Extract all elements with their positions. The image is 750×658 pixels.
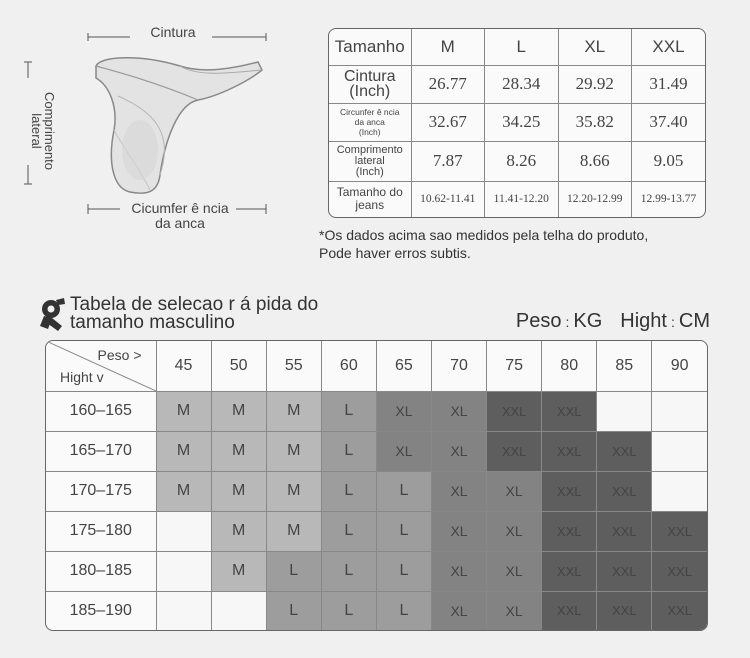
size-cell-empty	[211, 591, 266, 630]
size-cell-xl: XL	[431, 511, 486, 551]
size-cell-m: M	[211, 551, 266, 591]
size-cell-l: L	[376, 471, 431, 511]
row-label-line: Circunfer ê ncia	[339, 107, 400, 117]
chart-title-line1: Tabela de selecao r á pida do	[70, 294, 319, 315]
row-label-hip	[329, 103, 411, 141]
size-cell-l: L	[266, 551, 321, 591]
size-cell-xxl: XXL	[597, 591, 652, 630]
size-cell-xl: XL	[376, 431, 431, 471]
height-row	[46, 511, 707, 551]
weight-header-cell: 60	[321, 341, 376, 392]
hip-label-line2: da anca	[155, 215, 205, 231]
row-label-line: Comprimento	[336, 143, 403, 156]
size-cell-xl: XL	[431, 431, 486, 471]
row-label-side-length	[329, 141, 411, 181]
size-cell-xxl: XXL	[597, 551, 652, 591]
chart-title	[70, 296, 370, 332]
size-cell-xxl: XXL	[597, 511, 652, 551]
size-cell-xl: XL	[431, 591, 486, 630]
size-value-cell: 29.92	[558, 65, 632, 103]
row-label-line: (Inch)	[349, 83, 391, 100]
waist-label: Cintura	[150, 24, 196, 40]
height-label-cell: 165–170	[46, 431, 156, 471]
unit-separator: :	[671, 314, 675, 330]
size-cell-xxl: XXL	[487, 431, 542, 471]
units-legend	[470, 310, 710, 333]
size-value-cell: 8.66	[558, 141, 632, 181]
size-cell-xl: XL	[376, 392, 431, 432]
size-cell-l: L	[321, 591, 376, 630]
size-header-cell: M	[411, 29, 485, 65]
size-value-cell: 37.40	[632, 103, 706, 141]
size-cell-empty	[652, 431, 707, 471]
weight-header-cell: 45	[156, 341, 211, 392]
size-table-header	[329, 29, 705, 65]
weight-header-cell: 85	[597, 341, 652, 392]
row-label-line: Cintura	[343, 68, 396, 85]
row-label-line: da anca	[354, 117, 385, 127]
size-cell-xl: XL	[431, 392, 486, 432]
size-measurement-table	[328, 28, 706, 218]
size-cell-empty	[652, 471, 707, 511]
size-cell-xl: XL	[487, 551, 542, 591]
height-label-cell: 175–180	[46, 511, 156, 551]
size-value-cell: 32.67	[411, 103, 485, 141]
size-cell-empty	[156, 551, 211, 591]
row-label-line: lateral	[354, 154, 385, 167]
size-cell-l: L	[376, 551, 431, 591]
weight-header-cell: 75	[487, 341, 542, 392]
size-cell-xxl: XXL	[597, 471, 652, 511]
size-value-cell: 26.77	[411, 65, 485, 103]
size-cell-l: L	[321, 551, 376, 591]
weight-header-cell: 50	[211, 341, 266, 392]
size-cell-empty	[156, 591, 211, 630]
product-illustration	[0, 0, 300, 240]
size-table-row	[329, 103, 705, 141]
weight-header-row	[46, 341, 707, 392]
height-row	[46, 392, 707, 432]
size-cell-xl: XL	[487, 511, 542, 551]
size-cell-xxl: XXL	[542, 511, 597, 551]
size-cell-m: M	[211, 471, 266, 511]
weight-header-cell: 90	[652, 341, 707, 392]
weight-unit-label: Peso	[515, 310, 562, 332]
chart-title-line2: tamanho masculino	[70, 312, 235, 333]
size-value-cell: 10.62-11.41	[411, 181, 485, 217]
size-value-cell: 7.87	[411, 141, 485, 181]
size-cell-l: L	[266, 591, 321, 630]
height-label-cell: 185–190	[46, 591, 156, 630]
size-cell-m: M	[156, 431, 211, 471]
note-line2: Pode haver erros subtis.	[319, 245, 471, 261]
size-cell-m: M	[211, 511, 266, 551]
size-value-cell: 9.05	[632, 141, 706, 181]
hip-label-line1: Cicumfer ê ncia	[131, 200, 229, 216]
size-cell-xl: XL	[487, 471, 542, 511]
size-cell-xxl: XXL	[597, 431, 652, 471]
height-row	[46, 551, 707, 591]
size-cell-m: M	[266, 511, 321, 551]
height-unit-label: Hight	[620, 310, 667, 332]
size-cell-xxl: XXL	[542, 471, 597, 511]
hip-label	[115, 201, 245, 231]
row-label-line: jeans	[355, 198, 385, 213]
row-label-line: (Inch)	[355, 165, 384, 178]
row-label-waist	[329, 65, 411, 103]
size-cell-m: M	[266, 392, 321, 432]
size-value-cell: 35.82	[558, 103, 632, 141]
height-label-cell: 170–175	[46, 471, 156, 511]
weight-unit: KG	[573, 310, 603, 332]
size-cell-m: M	[266, 431, 321, 471]
note-line1: *Os dados acima sao medidos pela telha do produto,	[319, 227, 649, 243]
size-cell-empty	[156, 511, 211, 551]
size-cell-l: L	[321, 431, 376, 471]
unit-separator: :	[565, 314, 570, 330]
size-cell-empty	[652, 392, 707, 432]
size-table-row	[329, 181, 705, 217]
measurement-note	[319, 226, 739, 262]
size-header-cell: XL	[558, 29, 632, 65]
size-cell-xxl: XXL	[652, 511, 707, 551]
grid-corner-cell	[46, 341, 156, 392]
size-cell-xxl: XXL	[652, 551, 707, 591]
height-row	[46, 471, 707, 511]
size-cell-l: L	[321, 511, 376, 551]
size-cell-m: M	[211, 431, 266, 471]
size-cell-xxl: XXL	[652, 591, 707, 630]
height-row	[46, 431, 707, 471]
weight-header-cell: 65	[376, 341, 431, 392]
tape-measure-icon	[38, 296, 68, 332]
size-value-cell: 12.20-12.99	[558, 181, 632, 217]
row-label-jeans	[329, 181, 411, 217]
size-value-cell: 28.34	[485, 65, 559, 103]
row-label-line: Tamanho do	[336, 185, 403, 200]
weight-header-cell: 55	[266, 341, 321, 392]
size-value-cell: 12.99-13.77	[632, 181, 706, 217]
side-length-label: Comprimento lateral	[29, 91, 57, 171]
row-label-line: (Inch)	[358, 127, 381, 137]
size-cell-xxl: XXL	[542, 551, 597, 591]
size-cell-l: L	[376, 511, 431, 551]
size-header-cell: L	[485, 29, 559, 65]
size-cell-l: L	[321, 392, 376, 432]
size-cell-l: L	[376, 591, 431, 630]
height-label-cell: 160–165	[46, 392, 156, 432]
size-header-label: Tamanho	[329, 29, 411, 65]
weight-header-cell: 70	[431, 341, 486, 392]
size-value-cell: 11.41-12.20	[485, 181, 559, 217]
size-cell-xxl: XXL	[542, 392, 597, 432]
size-cell-xl: XL	[431, 471, 486, 511]
size-table-row	[329, 141, 705, 181]
corner-weight-label: Peso >	[97, 347, 142, 363]
size-table-row	[329, 65, 705, 103]
size-cell-m: M	[211, 392, 266, 432]
height-label-cell: 180–185	[46, 551, 156, 591]
size-cell-xl: XL	[487, 591, 542, 630]
size-cell-empty	[597, 392, 652, 432]
size-cell-m: M	[266, 471, 321, 511]
size-selection-grid	[45, 340, 708, 631]
size-cell-l: L	[321, 471, 376, 511]
height-row	[46, 591, 707, 630]
weight-header-cell: 80	[542, 341, 597, 392]
size-cell-xl: XL	[431, 551, 486, 591]
size-value-cell: 8.26	[485, 141, 559, 181]
size-cell-m: M	[156, 392, 211, 432]
height-unit: CM	[678, 310, 710, 332]
size-cell-xxl: XXL	[487, 392, 542, 432]
size-header-cell: XXL	[632, 29, 706, 65]
size-cell-xxl: XXL	[542, 431, 597, 471]
size-cell-xxl: XXL	[542, 591, 597, 630]
size-value-cell: 31.49	[632, 65, 706, 103]
size-value-cell: 34.25	[485, 103, 559, 141]
size-cell-m: M	[156, 471, 211, 511]
corner-height-label: Hight v	[60, 369, 104, 385]
